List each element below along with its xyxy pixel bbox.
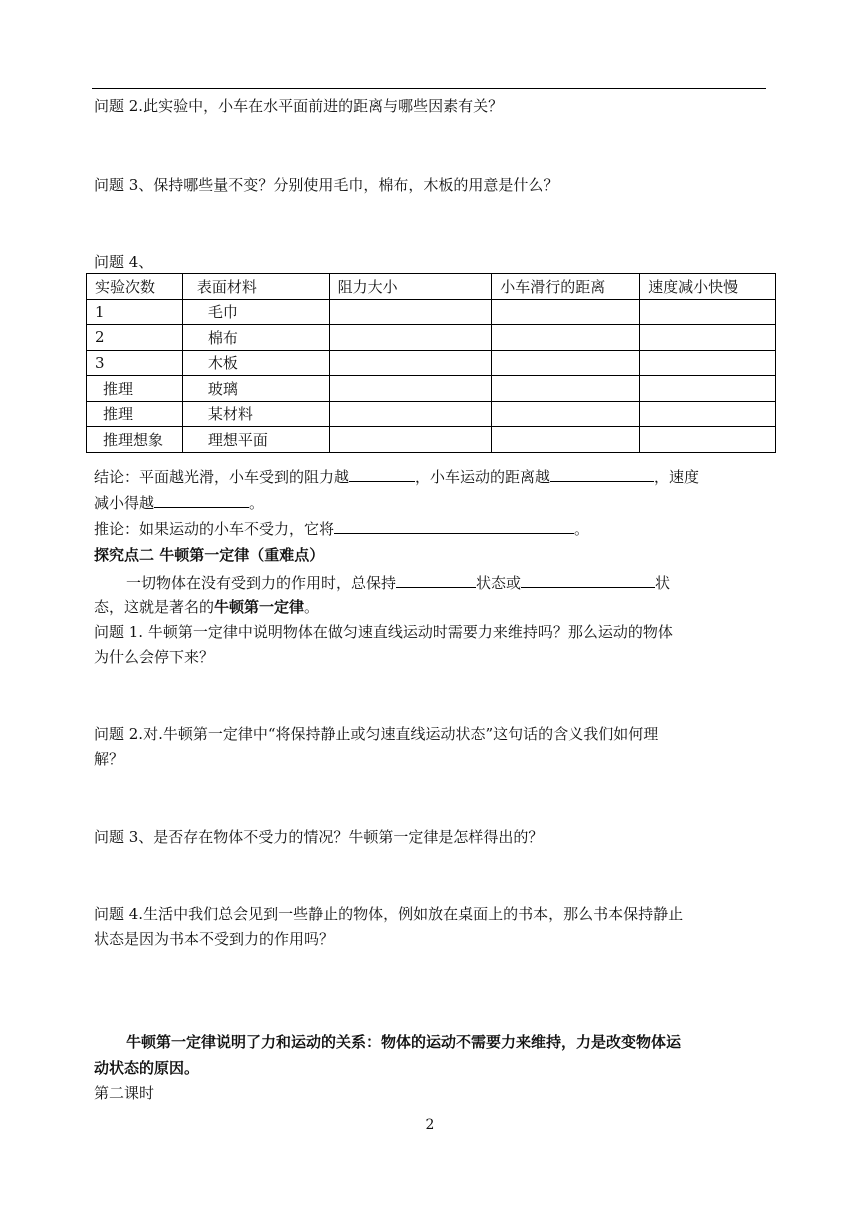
table-cell-empty[interactable] [329, 325, 492, 351]
conclusion-line-1 [94, 466, 699, 487]
table-cell-empty[interactable] [329, 350, 492, 376]
inference-text: 。 [574, 520, 590, 538]
blank-state-1[interactable] [396, 572, 476, 588]
conclusion-line-2 [94, 492, 264, 513]
table-header: 速度减小快慢 [640, 274, 776, 300]
table-header: 阻力大小 [329, 274, 492, 300]
table-cell-empty[interactable] [329, 427, 492, 453]
newton-question-4-line-1: 问题 4.生活中我们总会见到一些静止的物体，例如放在桌面上的书本，那么书本保持静止 [94, 905, 684, 923]
newton-question-1-line-2: 为什么会停下来？ [94, 648, 215, 666]
conclusion-text: 减小得越 [94, 494, 155, 512]
law-text: 状态或 [476, 574, 522, 592]
table-cell: 推理 [87, 401, 183, 427]
table-cell: 玻璃 [182, 376, 329, 402]
table-row [87, 376, 776, 402]
table-header: 表面材料 [182, 274, 329, 300]
newton-question-2-line-1: 问题 2.对.牛顿第一定律中“将保持静止或匀速直线运动状态”这句话的含义我们如何理 [94, 725, 659, 743]
table-cell-empty[interactable] [492, 299, 640, 325]
table-row [87, 325, 776, 351]
table-cell-empty[interactable] [640, 427, 776, 453]
table-cell: 木板 [182, 350, 329, 376]
table-header-row [87, 274, 776, 300]
table-row [87, 350, 776, 376]
blank-resistance[interactable] [349, 466, 415, 482]
table-cell-empty[interactable] [492, 427, 640, 453]
table-cell-empty[interactable] [492, 350, 640, 376]
law-text: 态，这就是著名的 [94, 598, 215, 616]
header-rule [92, 88, 766, 89]
table-cell: 推理 [87, 376, 183, 402]
table-cell: 棉布 [182, 325, 329, 351]
summary-line-1: 牛顿第一定律说明了力和运动的关系：物体的运动不需要力来维持，力是改变物体运 [126, 1033, 682, 1051]
table-cell: 理想平面 [182, 427, 329, 453]
conclusion-text: ，小车运动的距离越 [415, 468, 551, 486]
conclusion-text: 结论：平面越光滑，小车受到的阻力越 [94, 468, 350, 486]
table-cell-empty[interactable] [492, 376, 640, 402]
table-cell-empty[interactable] [492, 401, 640, 427]
table-cell: 推理想象 [87, 427, 183, 453]
table-cell: 3 [87, 350, 183, 376]
table-row [87, 427, 776, 453]
law-text: 状 [655, 574, 671, 592]
law-line-1 [126, 572, 670, 593]
table-cell: 某材料 [182, 401, 329, 427]
table-cell: 1 [87, 299, 183, 325]
table-cell-empty[interactable] [329, 299, 492, 325]
summary-line-2: 动状态的原因。 [94, 1059, 200, 1077]
question-3: 问题 3、保持哪些量不变？分别使用毛巾，棉布，木板的用意是什么？ [94, 176, 559, 194]
conclusion-text: 。 [249, 494, 265, 512]
blank-distance[interactable] [550, 466, 654, 482]
newton-question-4-line-2: 状态是因为书本不受到力的作用吗？ [94, 930, 335, 948]
inference-text: 推论：如果运动的小车不受力，它将 [94, 520, 335, 538]
table-cell-empty[interactable] [640, 325, 776, 351]
question-4: 问题 4、 [94, 253, 154, 271]
table-header: 小车滑行的距离 [492, 274, 640, 300]
table-row [87, 299, 776, 325]
table-header: 实验次数 [87, 274, 183, 300]
law-name: 牛顿第一定律 [214, 598, 305, 616]
law-line-2 [94, 597, 319, 617]
section-title: 探究点二 牛顿第一定律（重难点） [94, 546, 325, 564]
table-cell-empty[interactable] [640, 376, 776, 402]
blank-state-2[interactable] [521, 572, 655, 588]
table-cell: 2 [87, 325, 183, 351]
question-2: 问题 2.此实验中，小车在水平面前进的距离与哪些因素有关？ [94, 97, 504, 115]
table-cell-empty[interactable] [640, 299, 776, 325]
law-text: 一切物体在没有受到力的作用时，总保持 [126, 574, 397, 592]
second-lesson-heading: 第二课时 [94, 1084, 155, 1102]
table-cell-empty[interactable] [492, 325, 640, 351]
conclusion-text: ，速度 [654, 468, 700, 486]
law-text: 。 [304, 598, 320, 616]
page-number: 2 [425, 1117, 435, 1133]
table-cell-empty[interactable] [640, 350, 776, 376]
blank-inference[interactable] [334, 518, 574, 534]
table-row [87, 401, 776, 427]
newton-question-3: 问题 3、是否存在物体不受力的情况？牛顿第一定律是怎样得出的？ [94, 828, 544, 846]
table-cell-empty[interactable] [329, 401, 492, 427]
blank-speed[interactable] [154, 492, 249, 508]
table-cell-empty[interactable] [329, 376, 492, 402]
newton-question-1-line-1: 问题 1. 牛顿第一定律中说明物体在做匀速直线运动时需要力来维持吗？那么运动的物体 [94, 623, 673, 641]
inference-line [94, 518, 589, 539]
experiment-table [86, 273, 776, 453]
newton-question-2-line-2: 解？ [94, 750, 125, 768]
table-cell: 毛巾 [182, 299, 329, 325]
table-cell-empty[interactable] [640, 401, 776, 427]
